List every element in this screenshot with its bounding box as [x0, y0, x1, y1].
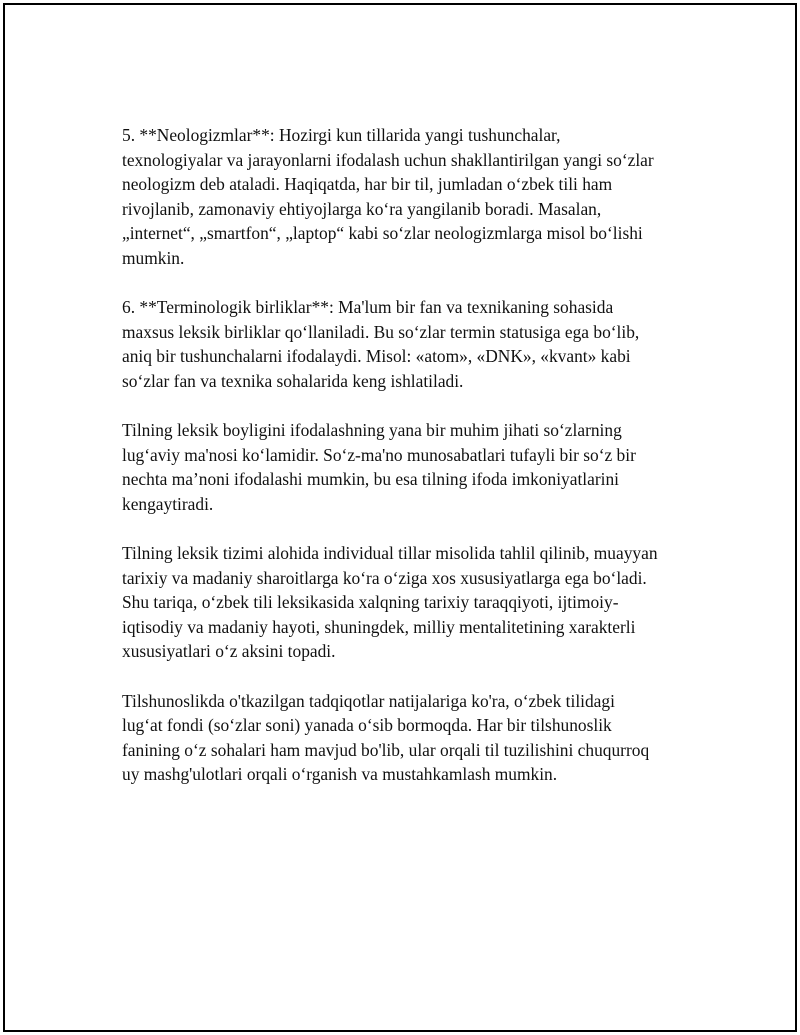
text-line: xususiyatlari o‘z aksini topadi. [122, 641, 336, 662]
text-line: Tilshunoslikda o'tkazilgan tadqiqotlar natijalariga ko'ra, o‘zbek tilidagi [122, 690, 615, 711]
text-line: iqtisodiy va madaniy hayoti, shuningdek, milliy mentalitetining xarakterli [122, 616, 636, 637]
text-line: aniq bir tushunchalarni ifodalaydi. Misol: «atom», «DNK», «kvant» kabi [122, 346, 631, 367]
text-line: fanining o‘z sohalari ham mavjud bo'lib, ular orqali til tuzilishini chuqurroq [122, 739, 650, 760]
paragraph-leksik-boylik [122, 418, 702, 516]
text-line: „internet“, „smartfon“, „laptop“ kabi so‘zlar neologizmlarga misol bo‘lishi [122, 223, 643, 244]
text-line: lug‘at fondi (so‘zlar soni) yanada o‘sib bormoqda. Har bir tilshunoslik [122, 715, 612, 736]
text-line: Tilning leksik boyligini ifodalashning yana bir muhim jihati so‘zlarning [122, 420, 622, 441]
text-line: kengaytiradi. [122, 493, 214, 514]
text-line: 5. **Neologizmlar**: Hozirgi kun tillarida yangi tushunchalar, [122, 125, 561, 145]
text-line: nechta ma’noni ifodalashi mumkin, bu esa tilning ifoda imkoniyatlarini [122, 469, 619, 490]
document-body [122, 123, 702, 812]
text-line: 6. **Terminologik birliklar**: Ma'lum bir fan va texnikaning sohasida [122, 297, 614, 318]
text-line: rivojlanib, zamonaviy ehtiyojlarga ko‘ra yangilanib boradi. Masalan, [122, 198, 602, 219]
paragraph-tilshunoslik [122, 689, 702, 787]
text-line: uy mashg'ulotlari orqali o‘rganish va mustahkamlash mumkin. [122, 764, 558, 785]
paragraph-terminologik-birliklar [122, 295, 702, 393]
text-line: maxsus leksik birliklar qo‘llaniladi. Bu so‘zlar termin statusiga ega bo‘lib, [122, 321, 640, 342]
text-line: lug‘aviy ma'nosi ko‘lamidir. So‘z-ma'no munosabatlari tufayli bir so‘z bir [122, 444, 636, 465]
text-line: Shu tariqa, o‘zbek tili leksikasida xalqning tarixiy taraqqiyoti, ijtimoiy- [122, 592, 619, 613]
text-line: mumkin. [122, 247, 185, 268]
page-frame [3, 3, 797, 1032]
paragraph-neologizmlar [122, 123, 702, 271]
text-line: neologizm deb ataladi. Haqiqatda, har bir til, jumladan o‘zbek tili ham [122, 174, 613, 195]
paragraph-leksik-tizim [122, 541, 702, 664]
text-line: texnologiyalar va jarayonlarni ifodalash uchun shakllantirilgan yangi so‘zlar [122, 149, 654, 170]
text-line: tarixiy va madaniy sharoitlarga ko‘ra o‘ziga xos xususiyatlarga ega bo‘ladi. [122, 567, 647, 588]
text-line: Tilning leksik tizimi alohida individual tillar misolida tahlil qilinib, muayyan [122, 543, 658, 564]
text-line: so‘zlar fan va texnika sohalarida keng ishlatiladi. [122, 370, 464, 391]
